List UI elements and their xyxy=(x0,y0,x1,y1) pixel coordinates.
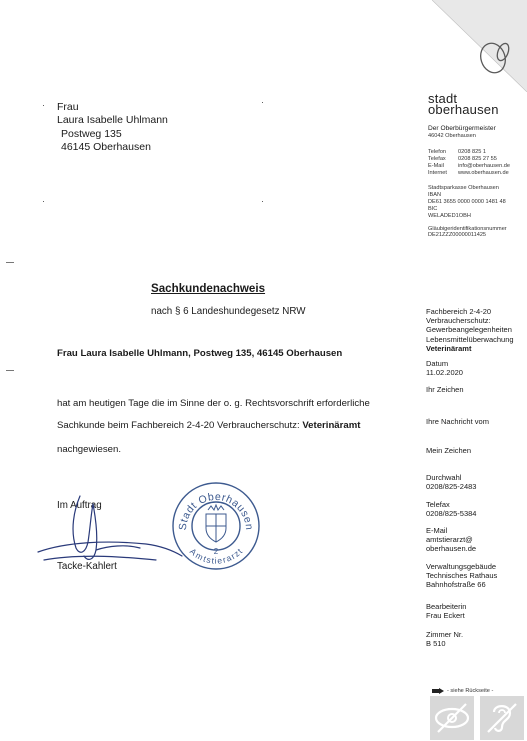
building-line: Bahnhofstraße 66 xyxy=(426,580,486,590)
dept-line: Verbraucherschutz: xyxy=(426,316,491,326)
city-logo-corner xyxy=(432,0,527,92)
phone-label: Durchwahl xyxy=(426,473,462,482)
letterhead-city xyxy=(428,93,499,115)
fax-label: Telefax xyxy=(426,500,450,509)
email-value: oberhausen.de xyxy=(426,544,477,554)
letterhead-contact xyxy=(428,149,510,177)
visual-impairment-icon xyxy=(430,696,474,740)
recipient-address xyxy=(57,101,168,155)
punch-mark xyxy=(6,370,14,371)
bic-label: BIC xyxy=(428,205,438,212)
sidebar-email xyxy=(426,526,476,554)
ref-mine: Mein Zeichen xyxy=(426,446,472,455)
sidebar-date xyxy=(426,359,463,377)
date-value: 11.02.2020 xyxy=(426,368,463,378)
iban-value: DE61 3655 0000 0000 1481 48 xyxy=(428,198,506,205)
address-window-mark: · xyxy=(261,97,264,107)
recipient-city: 46145 Oberhausen xyxy=(61,141,151,154)
hearing-impairment-icon xyxy=(480,696,524,740)
sidebar-fax xyxy=(426,500,476,518)
body-line-2-text: Sachkunde beim Fachbereich 2-4-20 Verbraucherschutz: xyxy=(57,420,303,431)
address-window-mark: · xyxy=(261,196,264,206)
stamp-bottom-text: Amtstierarzt xyxy=(187,546,245,566)
body-line-1: hat am heutigen Tage die im Sinne der o. g. Rechtsvorschrift erforderliche xyxy=(57,398,370,409)
stamp-top-text: Stadt Oberhausen xyxy=(176,490,256,531)
see-back-note xyxy=(432,688,493,694)
office-name: Der Oberbürgermeister xyxy=(428,125,496,132)
coat-of-arms-icon xyxy=(206,505,226,542)
body-line-2 xyxy=(57,420,360,431)
bank-name: Stadtsparkasse Oberhausen xyxy=(428,185,499,191)
room-value: B 510 xyxy=(426,639,446,649)
accessibility-icons xyxy=(430,696,524,740)
document-title: Sachkundenachweis xyxy=(151,282,266,295)
clerk-name: Frau Eckert xyxy=(426,611,465,621)
room-label: Zimmer Nr. xyxy=(426,630,464,639)
dept-line: Fachbereich 2-4-20 xyxy=(426,307,492,316)
date-label: Datum xyxy=(426,359,449,368)
sidebar-building xyxy=(426,562,497,590)
recipient-salutation: Frau xyxy=(57,101,79,113)
recipient-name: Laura Isabelle Uhlmann xyxy=(57,114,168,127)
sidebar-clerk xyxy=(426,602,466,620)
body-line-2-bold: Veterinäramt xyxy=(302,420,361,431)
arrow-right-icon xyxy=(432,688,444,694)
fold-mark xyxy=(6,262,14,263)
dept-line: Lebensmittelüberwachung xyxy=(426,334,514,344)
clerk-label: Bearbeiterin xyxy=(426,602,467,611)
contact-row: Telefon 0208 825 1 xyxy=(428,149,486,155)
contact-row: Telefax 0208 825 27 55 xyxy=(428,155,497,162)
official-stamp xyxy=(170,480,262,572)
phone-value: 0208/825-2483 xyxy=(426,482,477,492)
signatory-name: Tacke-Kahlert xyxy=(57,561,117,572)
ref-yours: Ihr Zeichen xyxy=(426,385,464,394)
email-label: E-Mail xyxy=(426,526,448,535)
sidebar-department xyxy=(426,307,514,353)
sidebar-phone xyxy=(426,473,476,491)
creditor-id: DE21ZZZ00000011425 xyxy=(428,232,487,239)
see-back-text: - siehe Rückseite - xyxy=(447,688,494,694)
person-line: Frau Laura Isabelle Uhlmann, Postweg 135, 46145 Oberhausen xyxy=(57,348,343,359)
creditor-label: Gläubigeridentifikationsnummer xyxy=(428,225,507,232)
fax-value: 0208/825-5384 xyxy=(426,509,477,519)
legal-basis: nach § 6 Landeshundegesetz NRW xyxy=(151,306,306,317)
stamp-number: 2 xyxy=(213,547,219,556)
address-window-mark: · xyxy=(42,196,45,206)
dept-line: Gewerbeangelegenheiten xyxy=(426,325,512,335)
city-word-oberhausen: oberhausen xyxy=(428,102,499,117)
letterhead-office xyxy=(428,124,496,140)
handwritten-signature xyxy=(36,490,186,575)
letterhead-bank xyxy=(428,185,507,239)
city-word-stadt: stadt xyxy=(428,91,458,106)
sidebar-room xyxy=(426,630,463,648)
dept-line-bold: Veterinäramt xyxy=(426,343,472,353)
building-line: Technisches Rathaus xyxy=(426,571,498,581)
recipient-street: Postweg 135 xyxy=(61,127,122,140)
building-line: Verwaltungsgebäude xyxy=(426,562,497,571)
body-line-3: nachgewiesen. xyxy=(57,444,122,455)
bic-value: WELADED1OBH xyxy=(428,212,471,219)
iban-label: IBAN xyxy=(428,191,442,198)
contact-row: Internet www.oberhausen.de xyxy=(428,169,509,176)
contact-row: E-Mail info@oberhausen.de xyxy=(428,162,511,169)
address-window-mark: · xyxy=(42,100,45,110)
email-value: amtstierarzt@ xyxy=(426,535,473,545)
ref-message: Ihre Nachricht vom xyxy=(426,417,489,426)
im-auftrag: Im Auftrag xyxy=(57,500,102,511)
office-zip: 46042 Oberhausen xyxy=(428,133,476,139)
